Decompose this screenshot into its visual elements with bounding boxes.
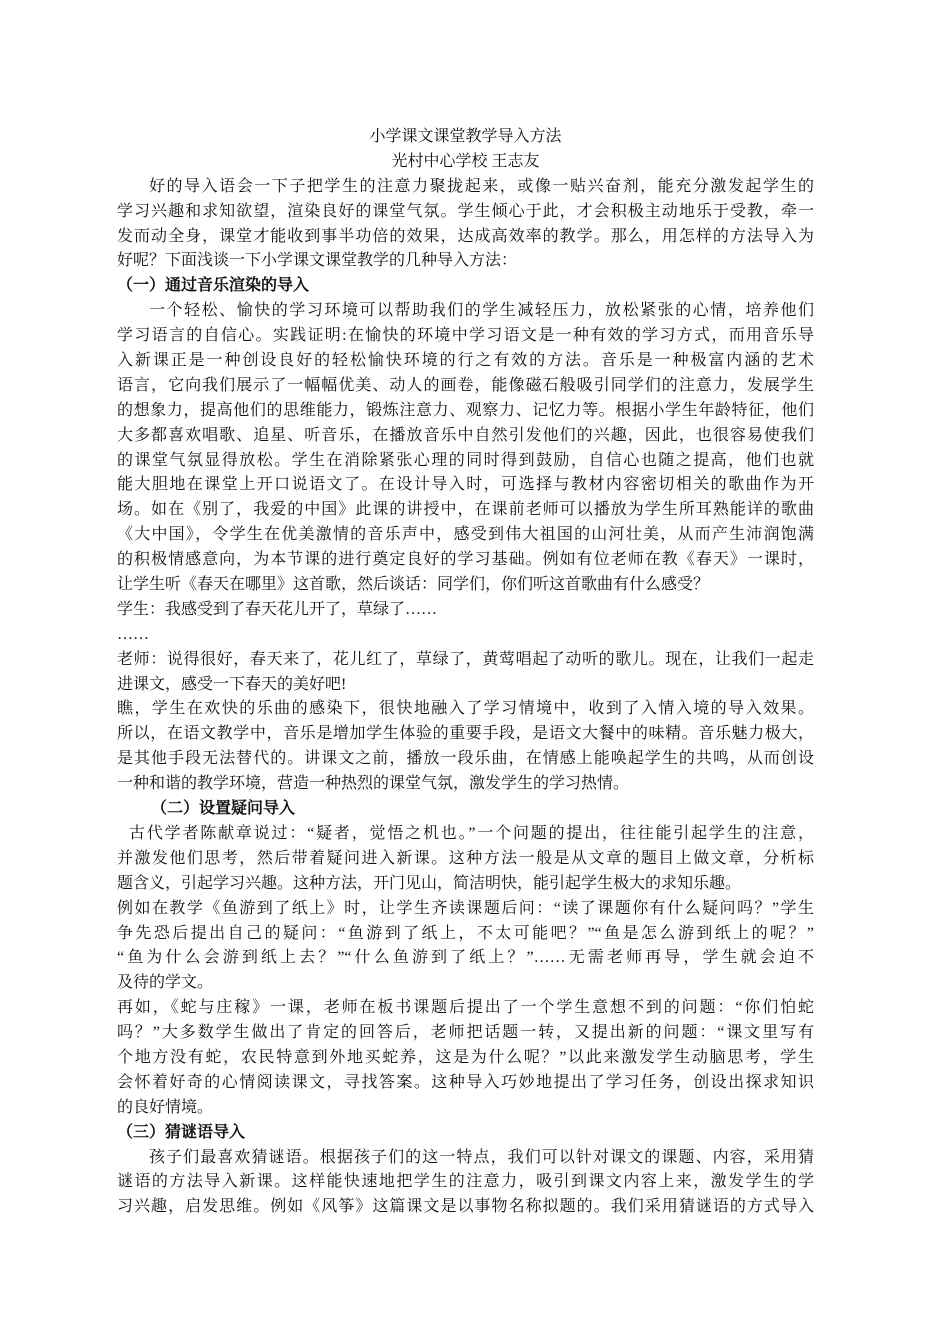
section-heading-3: （三）猜谜语导入: [117, 1123, 246, 1141]
paragraph-line: “鱼为什么会游到纸上去？”“什么鱼游到了纸上？”……无需老师再导，学生就会迫不: [117, 949, 814, 967]
section-heading-2: （二）设置疑问导入: [151, 800, 296, 818]
paragraph-line: 所以，在语文教学中，音乐是增加学生体验的重要手段，是语文大餐中的味精。音乐魅力极大，: [117, 725, 814, 743]
section-heading-1: （一）通过音乐渲染的导入: [117, 277, 310, 295]
paragraph-line: 发而动全身，课堂才能收到事半功倍的效果，达成高效率的教学。那么，用怎样的方法导入为: [117, 227, 814, 245]
paragraph-line: 并激发他们思考，然后带着疑问进入新课。这种方法一般是从文章的题目上做文章，分析标: [117, 849, 814, 867]
paragraph-line: 再如，《蛇与庄稼》一课，老师在板书课题后提出了一个学生意想不到的问题：“你们怕蛇: [117, 999, 814, 1017]
paragraph-line: 学习语言的自信心。实践证明:在愉快的环境中学习语文是一种有效的学习方式，而用音乐导: [117, 327, 814, 345]
paragraph-line: 一个轻松、愉快的学习环境可以帮助我们的学生减轻压力，放松紧张的心情，培养他们: [149, 302, 814, 320]
paragraph-line: 一种和谐的教学环境，营造一种热烈的课堂气氛，激发学生的学习热情。: [117, 775, 630, 793]
document-author: 光村中心学校 王志友: [391, 152, 540, 170]
paragraph-line: 及待的学文。: [117, 974, 214, 992]
paragraph-line: 大多都喜欢唱歌、追星、听音乐，在播放音乐中自然引发他们的兴趣，因此，也很容易使我们: [117, 426, 814, 444]
paragraph-line: 好呢？下面浅谈一下小学课文课堂教学的几种导入方法：: [117, 252, 518, 270]
paragraph-line: 个地方没有蛇，农民特意到外地买蛇养，这是为什么呢？”以此来激发学生动脑思考，学生: [117, 1048, 814, 1066]
paragraph-line: 好的导入语会一下子把学生的注意力聚拢起来，或像一贴兴奋剂，能充分激发起学生的: [149, 177, 814, 195]
paragraph-line: ……: [117, 625, 149, 643]
paragraph-line: 场。如在《别了，我爱的中国》此课的讲授中，在课前老师可以播放为学生所耳熟能详的歌曲: [117, 501, 814, 519]
paragraph-line: 语言，它向我们展示了一幅幅优美、动人的画卷，能像磁石般吸引同学们的注意力，发展学生: [117, 376, 814, 394]
document-page: [117, 125, 814, 1220]
paragraph-line: 古代学者陈献章说过：“疑者，觉悟之机也。”一个问题的提出，往往能引起学生的注意，: [129, 824, 814, 842]
paragraph-line: 习兴趣，启发思维。例如《风筝》这篇课文是以事物名称拟题的。我们采用猜谜语的方式导入: [117, 1198, 814, 1216]
paragraph-line: 瞧，学生在欢快的乐曲的感染下，很快地融入了学习情境中，收到了入情入境的导入效果。: [117, 700, 814, 718]
paragraph-line: 是其他手段无法替代的。讲课文之前，播放一段乐曲，在情感上能唤起学生的共鸣，从而创设: [117, 750, 814, 768]
paragraph-line: 学生：我感受到了春天花儿开了，草绿了……: [117, 600, 438, 618]
paragraph-line: 争先恐后提出自己的疑问：“鱼游到了纸上，不太可能吧？”“鱼是怎么游到纸上的呢？”: [117, 924, 814, 942]
document-title: 小学课文课堂教学导入方法: [369, 128, 562, 145]
paragraph-line: 老师：说得很好，春天来了，花儿红了，草绿了，黄莺唱起了动听的歌儿。现在，让我们一起走: [117, 650, 814, 668]
paragraph-line: 入新课正是一种创设良好的轻松愉快环境的行之有效的方法。音乐是一种极富内涵的艺术: [117, 352, 814, 370]
paragraph-line: 例如在教学《鱼游到了纸上》时，让学生齐读课题后问：“读了课题你有什么疑问吗？”学生: [117, 899, 814, 917]
paragraph-line: 能大胆地在课堂上开口说语文了。在设计导入时，可选择与教材内容密切相关的歌曲作为开: [117, 476, 814, 494]
paragraph-line: 《大中国》，令学生在优美激情的音乐声中，感受到伟大祖国的山河壮美，从而产生沛润饱满: [117, 526, 814, 544]
paragraph-line: 学习兴趣和求知欲望，渲染良好的课堂气氛。学生倾心于此，才会积极主动地乐于受教，牵一: [117, 202, 814, 220]
paragraph-line: 的良好情境。: [117, 1098, 214, 1116]
paragraph-line: 吗？”大多数学生做出了肯定的回答后，老师把话题一转，又提出新的问题：“课文里写有: [117, 1024, 814, 1042]
paragraph-line: 进课文，感受一下春天的美好吧!: [117, 675, 347, 693]
paragraph-line: 的课堂气氛显得放松。学生在消除紧张心理的同时得到鼓励，自信心也随之提高，他们也就: [117, 451, 814, 469]
paragraph-line: 题含义，引起学习兴趣。这种方法，开门见山，简洁明快，能引起学生极大的求知乐趣。: [117, 874, 742, 892]
paragraph-line: 的想象力，提高他们的思维能力，锻炼注意力、观察力、记忆力等。根据小学生年龄特征，他们: [117, 401, 814, 419]
paragraph-line: 会怀着好奇的心情阅读课文，寻找答案。这种导入巧妙地提出了学习任务，创设出探求知识: [117, 1073, 814, 1091]
paragraph-line: 谜语的方法导入新课。这样能快速地把学生的注意力，吸引到课文内容上来，激发学生的学: [117, 1173, 814, 1191]
paragraph-line: 的积极情感意向，为本节课的进行奠定良好的学习基础。例如有位老师在教《春天》一课时，: [117, 551, 814, 569]
paragraph-line: 让学生听《春天在哪里》这首歌，然后谈话：同学们，你们听这首歌曲有什么感受？: [117, 576, 710, 594]
paragraph-line: 孩子们最喜欢猜谜语。根据孩子们的这一特点，我们可以针对课文的课题、内容，采用猜: [149, 1148, 814, 1166]
